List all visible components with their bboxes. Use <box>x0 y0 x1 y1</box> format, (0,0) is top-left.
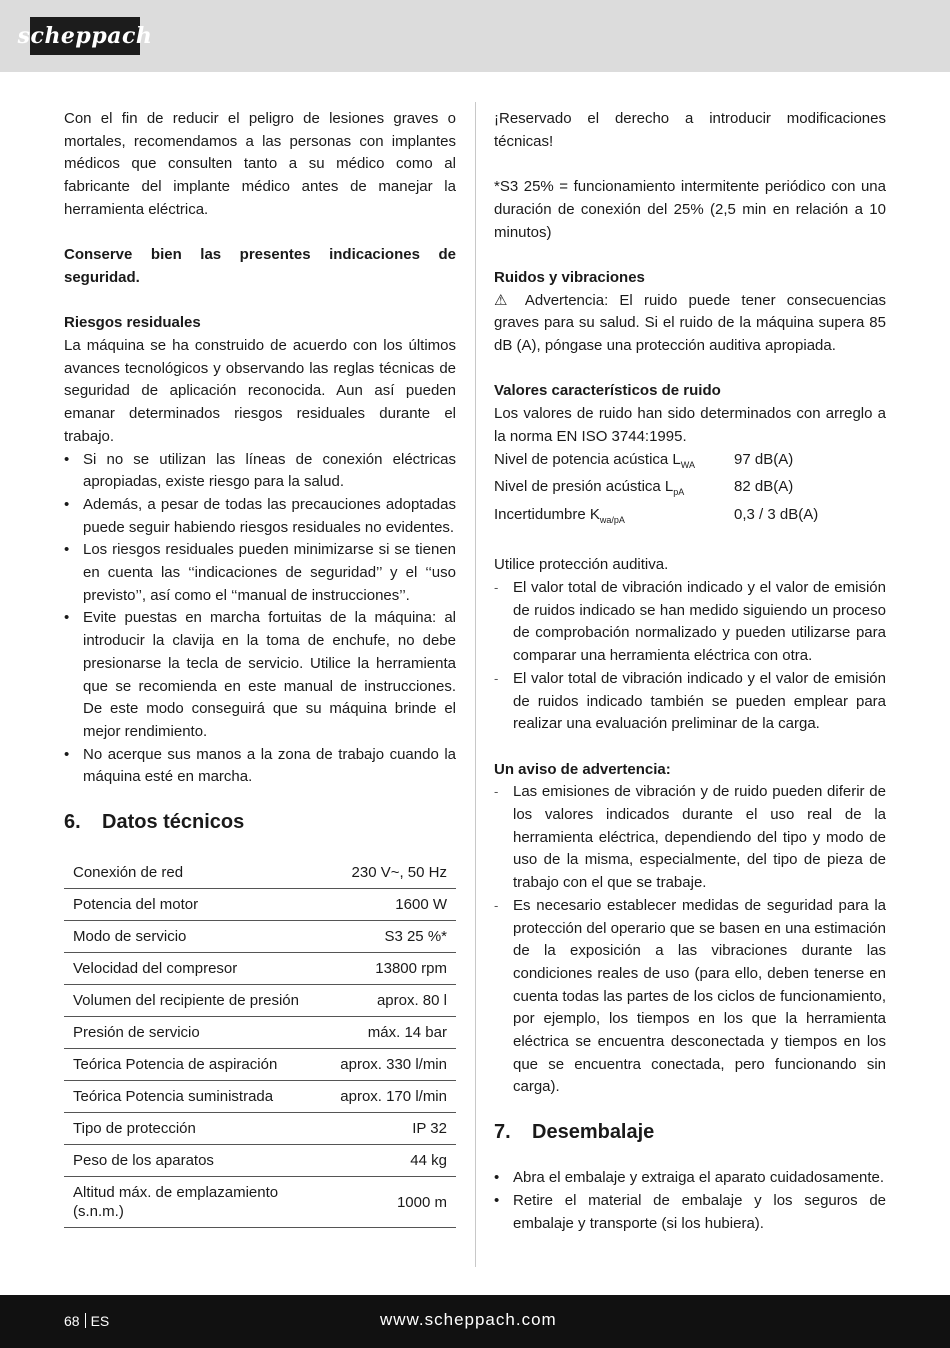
noise-row: Incertidumbre $K_{wa/pA}$ 0,3 / 3 dB(A) <box>494 505 819 525</box>
table-row: Tipo de protección IP 32 <box>64 1113 456 1145</box>
list-item: • Además, a pesar de todas las precauciones adoptadas puede seguir habiendo riesgos residuales no evidentes. <box>64 494 456 539</box>
table-row: Conexión de red 230 V~, 50 Hz <box>64 857 456 889</box>
table-row: Peso de los aparatos 44 kg <box>64 1145 456 1177</box>
table-row: Presión de servicio máx. 14 bar <box>64 1017 456 1049</box>
warning-triangle-icon: ⚠ <box>494 291 515 309</box>
left-column <box>64 108 456 1228</box>
vibration-notes-list <box>494 577 886 736</box>
table-row: Volumen del recipiente de presión aprox. 80 l <box>64 985 456 1017</box>
s3-footnote: *S3 25% = funcionamiento intermitente periódico con una duración de conexión del 25% (2,5 min en relación a 10 minutos) <box>494 178 886 241</box>
website-url: www.scheppach.com <box>380 1310 557 1329</box>
table-row: Teórica Potencia suministrada aprox. 170 l/min <box>64 1081 456 1113</box>
warning-list <box>494 781 886 1099</box>
footer-bar <box>0 1295 950 1348</box>
noise-row: Nivel de presión acústica $L_{pA}$ 82 dB(A) <box>494 478 794 498</box>
table-row: Modo de servicio S3 25 %* <box>64 921 456 953</box>
unpacking-list <box>494 1167 886 1235</box>
residual-risks-list <box>64 449 456 790</box>
list-item: • Abra el embalaje y extraiga el aparato cuidadosamente. <box>494 1167 886 1190</box>
brand-logo: scheppach <box>30 17 140 55</box>
noise-row: Nivel de potencia acústica $L_{WA}$ 97 dB(A) <box>494 450 794 470</box>
noise-values-text: Los valores de ruido han sido determinados con arreglo a la norma EN ISO 3744:1995. <box>494 405 886 445</box>
warning-heading: Un aviso de advertencia: <box>494 760 671 778</box>
page-number: 68 ES <box>64 1313 110 1329</box>
list-item: • Los riesgos residuales pueden minimizarse si se tienen en cuenta las ‘‘indicaciones de seguridad’’ y el ‘‘uso previsto’’, así como el ‘‘manual de instrucciones’’. <box>64 539 456 607</box>
implant-paragraph: Con el fin de reducir el peligro de lesiones graves o mortales, recomendamos a las personas con implantes médicos que consulten tanto a su médico como al fabricante del implante médico antes de manejar la herramienta eléctrica. <box>64 110 456 218</box>
table-row: Altitud máx. de emplazamiento (s.n.m.) 1000 m <box>64 1177 456 1228</box>
list-item: • Evite puestas en marcha fortuitas de la máquina: al introducir la clavija en la toma de enchufe, no debe presionarse la tecla de servicio. Utilice la herramienta que se recomienda en este manual de instrucciones. De este modo conseguirá que su máquina brinde el mejor rendimiento. <box>64 607 456 743</box>
list-item: • No acerque sus manos a la zona de trabajo cuando la máquina esté en marcha. <box>64 744 456 789</box>
hearing-protection-note: Utilice protección auditiva. <box>494 556 669 574</box>
table-row: Velocidad del compresor 13800 rpm <box>64 953 456 985</box>
keep-instructions: Conserve bien las presentes indicaciones de seguridad. <box>64 246 456 286</box>
list-item: - Las emisiones de vibración y de ruido pueden diferir de los valores indicados durante el uso real de la herramienta eléctrica, dependiendo del tipo y modo de uso de la misma, especialmente, del tipo de pieza de trabajo con el que se trabaje. <box>494 781 886 895</box>
residual-risks-heading: Riesgos residuales <box>64 314 201 332</box>
section-7-heading: 7. Desembalaje <box>494 1121 655 1144</box>
list-item: • Si no se utilizan las líneas de conexión eléctricas apropiadas, existe riesgo para la salud. <box>64 449 456 494</box>
noise-values-heading: Valores característicos de ruido <box>494 382 721 400</box>
header-bar <box>0 0 950 72</box>
section-6-heading: 6. Datos técnicos <box>64 811 245 834</box>
noise-heading: Ruidos y vibraciones <box>494 268 645 286</box>
column-divider <box>475 102 476 1267</box>
table-row: Teórica Potencia de aspiración aprox. 330 l/min <box>64 1049 456 1081</box>
right-column <box>494 108 886 1235</box>
list-item: - El valor total de vibración indicado y el valor de emisión de ruidos indicado se han medido siguiendo un proceso de comprobación normalizado y pueden utilizarse para comparar una herramienta eléctrica con otra. <box>494 577 886 668</box>
list-item: - Es necesario establecer medidas de seguridad para la protección del operario que se basen en una estimación de la exposición a las vibraciones durante las condiciones reales de uso (para ello, deben tenerse en cuenta todas las partes de los ciclos de funcionamiento, por ejemplo, los tiempos en los que la herramienta eléctrica se encuentra desconectada y tiempos en los que se encuentra conectada, pero funcionando sin carga). <box>494 895 886 1099</box>
residual-risks-text: La máquina se ha construido de acuerdo con los últimos avances tecnológicos y observando las reglas técnicas de seguridad de aplicación reconocida. Aun así pueden emanar determinados riesgos residuales durante el trabajo. <box>64 337 456 445</box>
technical-data-table <box>64 857 456 1228</box>
list-item: - El valor total de vibración indicado y el valor de emisión de ruidos indicado también se pueden emplear para realizar una evaluación preliminar de la carga. <box>494 668 886 736</box>
list-item: • Retire el material de embalaje y los seguros de embalaje y transporte (si los hubiera). <box>494 1190 886 1235</box>
table-row: Potencia del motor 1600 W <box>64 889 456 921</box>
noise-warning: ⚠ Advertencia: El ruido puede tener consecuencias graves para su salud. Si el ruido de la máquina supera 85 dB (A), póngase una protección auditiva apropiada. <box>494 291 887 354</box>
modifications-note: ¡Reservado el derecho a introducir modificaciones técnicas! <box>494 110 886 150</box>
